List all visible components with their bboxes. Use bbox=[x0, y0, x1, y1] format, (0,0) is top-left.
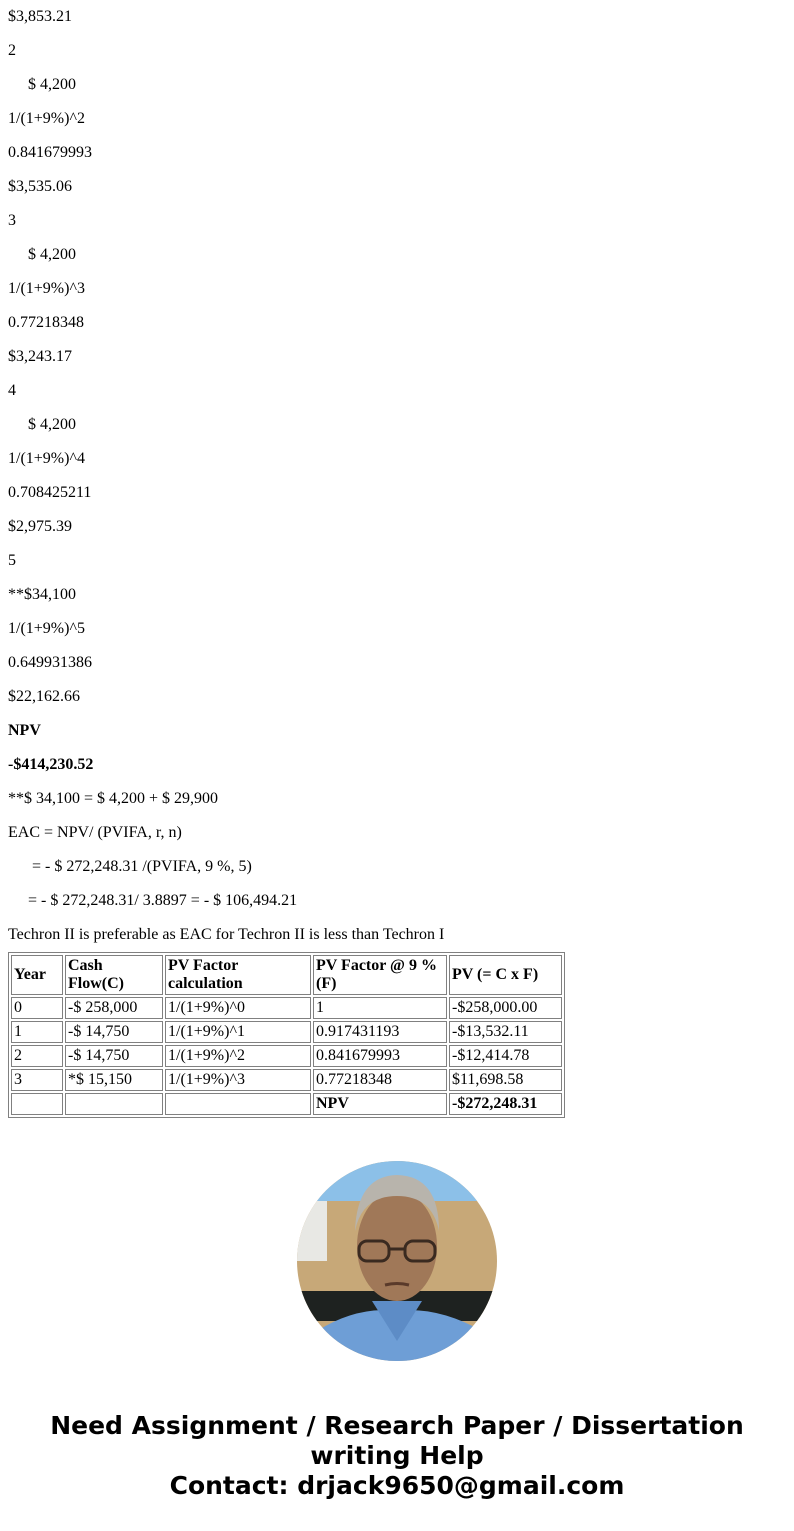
npv-total-label: NPV bbox=[313, 1093, 447, 1115]
cell: -$12,414.78 bbox=[449, 1045, 562, 1067]
npv-total-value: -$272,248.31 bbox=[449, 1093, 562, 1115]
cell bbox=[11, 1093, 63, 1115]
text-line: 3 bbox=[8, 212, 16, 229]
cell: 2 bbox=[11, 1045, 63, 1067]
footer-promo bbox=[0, 1411, 794, 1501]
text-line: 1/(1+9%)^4 bbox=[8, 450, 85, 467]
header-cell: PV Factor calculation bbox=[165, 955, 311, 995]
header-cell: PV Factor @ 9 % (F) bbox=[313, 955, 447, 995]
cell: 0 bbox=[11, 997, 63, 1019]
text-line: 0.841679993 bbox=[8, 144, 92, 161]
table-header-row bbox=[11, 955, 562, 995]
cell: 0.77218348 bbox=[313, 1069, 447, 1091]
author-avatar bbox=[297, 1161, 497, 1361]
text-line: 0.649931386 bbox=[8, 654, 92, 671]
text-line: $ 4,200 bbox=[28, 416, 76, 433]
text-line: 1/(1+9%)^5 bbox=[8, 620, 85, 637]
text-line: 5 bbox=[8, 552, 16, 569]
cell: 3 bbox=[11, 1069, 63, 1091]
npv-label: NPV bbox=[8, 722, 41, 739]
cell: 1/(1+9%)^0 bbox=[165, 997, 311, 1019]
table-row bbox=[11, 1045, 562, 1067]
cell: $11,698.58 bbox=[449, 1069, 562, 1091]
cell: 1/(1+9%)^2 bbox=[165, 1045, 311, 1067]
cell: 0.841679993 bbox=[313, 1045, 447, 1067]
footer-contact: Contact: drjack9650@gmail.com bbox=[169, 1471, 625, 1500]
cell: -$ 14,750 bbox=[65, 1021, 163, 1043]
conclusion: Techron II is preferable as EAC for Techron II is less than Techron I bbox=[8, 926, 445, 943]
text-line: 1/(1+9%)^2 bbox=[8, 110, 85, 127]
eac-step: = - $ 272,248.31 /(PVIFA, 9 %, 5) bbox=[32, 858, 252, 875]
text-line: $22,162.66 bbox=[8, 688, 80, 705]
text-line: 0.77218348 bbox=[8, 314, 84, 331]
npv-value: -$414,230.52 bbox=[8, 756, 94, 773]
text-line: $3,243.17 bbox=[8, 348, 72, 365]
cell bbox=[165, 1093, 311, 1115]
text-line: $3,535.06 bbox=[8, 178, 72, 195]
text-line: **$34,100 bbox=[8, 586, 76, 603]
text-line: 0.708425211 bbox=[8, 484, 92, 501]
eac-formula: EAC = NPV/ (PVIFA, r, n) bbox=[8, 824, 182, 841]
cell: 0.917431193 bbox=[313, 1021, 447, 1043]
table-row bbox=[11, 1021, 562, 1043]
header-cell: PV (= C x F) bbox=[449, 955, 562, 995]
table-total-row bbox=[11, 1093, 562, 1115]
cell: 1 bbox=[11, 1021, 63, 1043]
cell: -$ 14,750 bbox=[65, 1045, 163, 1067]
cell: 1/(1+9%)^1 bbox=[165, 1021, 311, 1043]
text-line: $ 4,200 bbox=[28, 246, 76, 263]
document-body bbox=[0, 8, 794, 960]
text-line: $3,853.21 bbox=[8, 8, 72, 25]
cell: -$ 258,000 bbox=[65, 997, 163, 1019]
table-row bbox=[11, 997, 562, 1019]
footer-line: Need Assignment / Research Paper / Dissertation bbox=[50, 1411, 744, 1440]
text-line: $2,975.39 bbox=[8, 518, 72, 535]
eac-result: = - $ 272,248.31/ 3.8897 = - $ 106,494.21 bbox=[28, 892, 298, 909]
cell bbox=[65, 1093, 163, 1115]
footer-line: writing Help bbox=[310, 1441, 484, 1470]
cell: -$13,532.11 bbox=[449, 1021, 562, 1043]
header-cell: Year bbox=[11, 955, 63, 995]
cell: 1/(1+9%)^3 bbox=[165, 1069, 311, 1091]
text-line: **$ 34,100 = $ 4,200 + $ 29,900 bbox=[8, 790, 219, 807]
text-line: $ 4,200 bbox=[28, 76, 76, 93]
npv-table bbox=[8, 952, 565, 1118]
cell: *$ 15,150 bbox=[65, 1069, 163, 1091]
cell: -$258,000.00 bbox=[449, 997, 562, 1019]
header-cell: Cash Flow(C) bbox=[65, 955, 163, 995]
cell: 1 bbox=[313, 997, 447, 1019]
table-row bbox=[11, 1069, 562, 1091]
text-line: 2 bbox=[8, 42, 16, 59]
text-line: 1/(1+9%)^3 bbox=[8, 280, 85, 297]
text-line: 4 bbox=[8, 382, 16, 399]
